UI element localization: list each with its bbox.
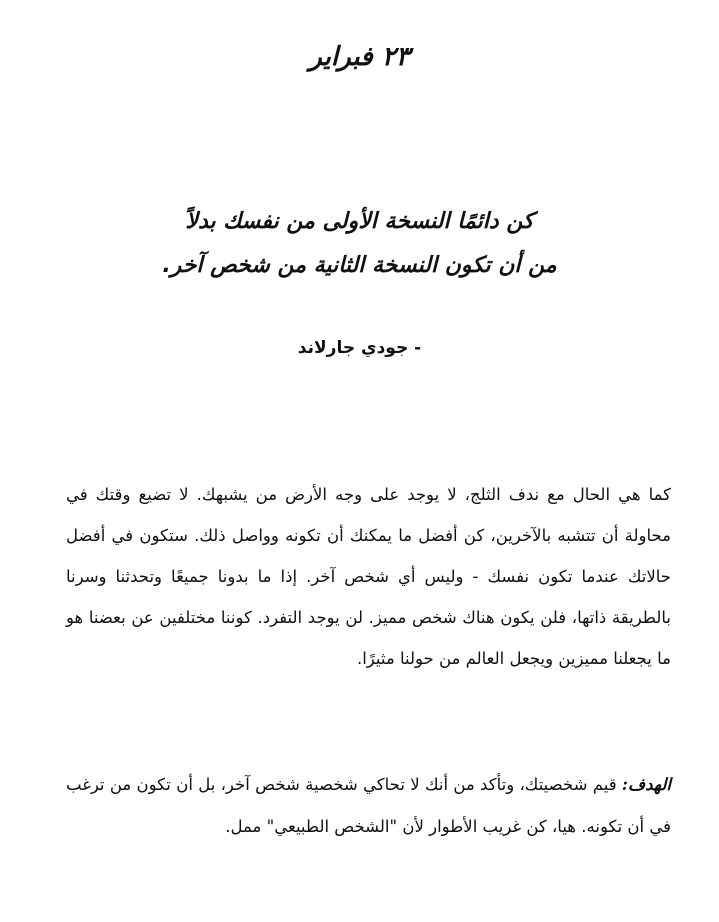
page-date-heading: ٢٣ فبراير [309, 42, 410, 72]
body-paragraph: كما هي الحال مع ندف الثلج، لا يوجد على وجه الأرض من يشبهك. لا تضيع وقتك في محاولة أن تتشبه بالآخرين، كن أفضل ما يمكنك أن تكونه وواصل ذلك. ستكون في أفضل حالاتك عندما تكون نفسك - وليس أي شخص آخر. إذا ما بدونا جميعًا وتحدثنا وسرنا بالطريقة ذاتها، فلن يكون هناك شخص مميز. لن يوجد التفرد. كوننا مختلفين عن بعضنا هو ما يجعلنا مميزين ويجعل العالم من حولنا مثيرًا. [66, 485, 671, 668]
daily-quote [80, 200, 639, 288]
goal-label: الهدف: [621, 775, 671, 794]
goal-text: قيم شخصيتك، وتأكد من أنك لا تحاكي شخصية شخص آخر، بل أن تكون من ترغب في أن تكونه. هيا، كن غريب الأطوار لأن "الشخص الطبيعي" ممل. [66, 775, 671, 836]
quote-line-1: كن دائمًا النسخة الأولى من نفسك بدلاً [185, 209, 534, 234]
goal-paragraph [66, 764, 671, 848]
quote-author: - جودي جارلاند [297, 338, 422, 358]
quote-line-2: من أن تكون النسخة الثانية من شخص آخر. [162, 253, 557, 278]
